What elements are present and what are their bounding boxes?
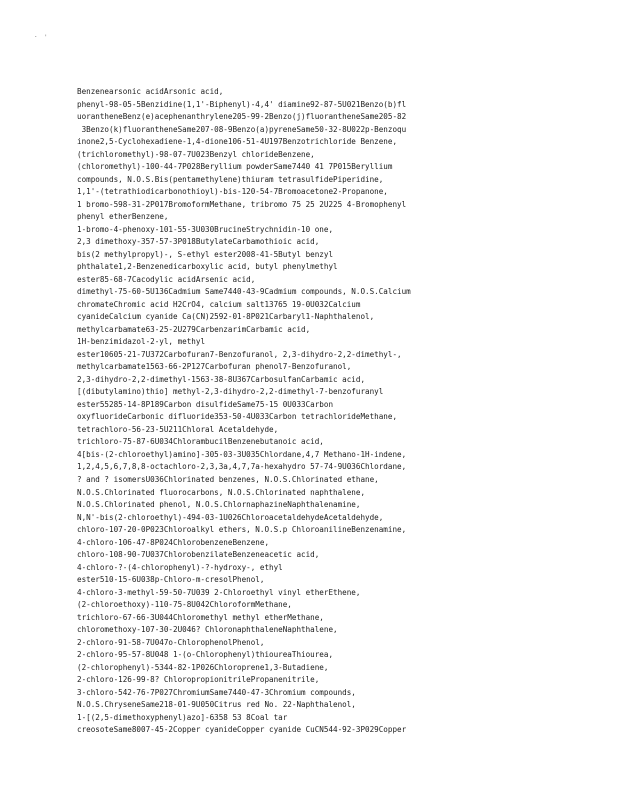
document-text-line: 3-chloro-542-76-7P027ChromiumSame7440-47-3Chromium compounds, xyxy=(77,687,356,697)
document-text-line: dimethyl-75-60-5U136Cadmium Same7440-43-9Cadmium compounds, N.O.S.Calcium xyxy=(77,287,411,297)
document-text-line: phenyl etherBenzene, xyxy=(77,212,169,222)
scan-artifact-dot: . xyxy=(34,32,38,39)
document-text-line: trichloro-75-87-6U034ChlorambucilBenzenebutanoic acid, xyxy=(77,437,324,447)
document-text-line: chloro-108-90-7U037ChlorobenzilateBenzeneacetic acid, xyxy=(77,550,320,560)
document-text-line: [(dibutylamino)thio] methyl-2,3-dihydro-2,2-dimethyl-7-benzofuranyl xyxy=(77,387,384,397)
document-text-line: 2,3-dihydro-2,2-dimethyl-1563-38-8U367CarbosulfanCarbamic acid, xyxy=(77,374,366,384)
document-text-line: 1,1'-(tetrathiodicarbonothioyl)-bis-120-54-7Bromoacetone2-Propanone, xyxy=(77,187,388,197)
document-text-line: creosoteSame8007-45-2Copper cyanideCopper cyanide CuCN544-92-3P029Copper xyxy=(77,725,407,735)
document-text-line: ester10605-21-7U372Carbofuran7-Benzofuranol, 2,3-dihydro-2,2-dimethyl-, xyxy=(77,349,402,359)
document-text-line: N.O.S.Chlorinated fluorocarbons, N.O.S.Chlorinated naphthalene, xyxy=(77,487,366,497)
document-text-line: methylcarbamate1563-66-2P127Carbofuran phenol7-Benzofuranol, xyxy=(77,362,352,372)
document-text-line: phthalate1,2-Benzenedicarboxylic acid, butyl phenylmethyl xyxy=(77,262,338,272)
chemical-list-text xyxy=(77,86,547,737)
document-text-line: N.O.S.Chlorinated phenol, N.O.S.ChlornaphazineNaphthalenamine, xyxy=(77,500,361,510)
document-text-line: chloromethoxy-107-30-2U046? ChloronaphthaleneNaphthalene, xyxy=(77,625,338,635)
document-text-line: compounds, N.O.S.Bis(pentamethylene)thiuram tetrasulfidePiperidine, xyxy=(77,174,384,184)
document-text-line: N.O.S.ChryseneSame218-01-9U050Citrus red No. 22-Naphthalenol, xyxy=(77,700,356,710)
document-text-line: (chloromethyl)-100-44-7P028Beryllium powderSame7440 41 7P015Beryllium xyxy=(77,162,393,172)
document-text-line: chromateChromic acid H2CrO4, calcium salt13765 19-0U032Calcium xyxy=(77,299,361,309)
document-text-line: (trichloromethyl)-98-07-7U023Benzyl chlorideBenzene, xyxy=(77,149,315,159)
document-text-line: 1H-benzimidazol-2-yl, methyl xyxy=(77,337,206,347)
document-text-line: 2,3 dimethoxy-357-57-3P018ButylateCarbamothioic acid, xyxy=(77,237,320,247)
document-text-line: phenyl-98-05-5Benzidine(1,1'-Biphenyl)-4,4' diamine92-87-5U021Benzo(b)fl xyxy=(77,99,407,109)
document-text-line: N,N'-bis(2-chloroethyl)-494-03-1U026ChloroacetaldehydeAcetaldehyde, xyxy=(77,512,384,522)
document-text-line: ester510-15-6U038p-Chloro-m-cresolPhenol, xyxy=(77,575,265,585)
document-text-line: 2-chloro-95-57-8U048 1-(o-Chlorophenyl)thioureaThiourea, xyxy=(77,650,334,660)
document-text-line: ester55285-14-8P189Carbon disulfideSame75-15 0U033Carbon xyxy=(77,399,334,409)
document-text-line: uorantheneBenz(e)acephenanthrylene205-99-2Benzo(j)fluorantheneSame205-82 xyxy=(77,112,407,122)
document-text-line: 2-chloro-126-99-8? ChloropropionitrilePropanenitrile, xyxy=(77,675,320,685)
document-text-line: 4[bis-(2-chloroethyl)amino]-305-03-3U035Chlordane,4,7 Methano-1H-indene, xyxy=(77,449,407,459)
document-text-line: ester85-68-7Cacodylic acidArsenic acid, xyxy=(77,274,256,284)
document-text-line: (2-chloroethoxy)-110-75-8U042ChloroformMethane, xyxy=(77,600,292,610)
document-text-line: 4-chloro-106-47-8P024ChlorobenzeneBenzene, xyxy=(77,537,270,547)
document-text-line: 4-chloro-3-methyl-59-50-7U039 2-Chloroethyl vinyl etherEthene, xyxy=(77,587,361,597)
document-text-line: inone2,5-Cyclohexadiene-1,4-dione106-51-4U197Benzotrichloride Benzene, xyxy=(77,137,398,147)
document-text-line: 1,2,4,5,6,7,8,8-octachloro-2,3,3a,4,7,7a-hexahydro 57-74-9U036Chlordane, xyxy=(77,462,407,472)
document-text-line: ? and ? isomersU036Chlorinated benzenes, N.O.S.Chlorinated ethane, xyxy=(77,474,379,484)
document-text-line: Benzenearsonic acidArsonic acid, xyxy=(77,87,224,96)
document-text-line: chloro-107-20-0P023Chloroalkyl ethers, N.O.S.p ChloroanilineBenzenamine, xyxy=(77,525,407,535)
document-text-line: tetrachloro-56-23-5U211Chloral Acetaldehyde, xyxy=(77,424,279,434)
document-text-line: bis(2 methylpropyl)-, S-ethyl ester2008-41-5Butyl benzyl xyxy=(77,249,334,259)
document-text-line: 1-[(2,5-dimethoxyphenyl)azo]-6358 53 8Coal tar xyxy=(77,712,288,722)
document-text-line: 3Benzo(k)fluorantheneSame207-08-9Benzo(a)pyreneSame50-32-8U022p-Benzoqu xyxy=(77,124,407,134)
document-text-line: methylcarbamate63-25-2U279CarbenzarimCarbamic acid, xyxy=(77,324,311,334)
document-text-line: cyanideCalcium cyanide Ca(CN)2592-01-8P021Carbaryl1-Naphthalenol, xyxy=(77,312,375,322)
document-text-line: 4-chloro-?-(4-chlorophenyl)-?-hydroxy-, ethyl xyxy=(77,562,283,572)
scan-artifact-mark: ' xyxy=(44,34,48,41)
document-text-line: trichloro-67-66-3U044Chloromethyl methyl etherMethane, xyxy=(77,612,324,622)
document-text-line: 1 bromo-598-31-2P017BromoformMethane, tribromo 75 25 2U225 4-Bromophenyl xyxy=(77,199,407,209)
document-text-line: (2-chlorophenyl)-5344-82-1P026Chloroprene1,3-Butadiene, xyxy=(77,662,329,672)
document-text-line: 1-bromo-4-phenoxy-101-55-3U030BrucineStrychnidin-10 one, xyxy=(77,224,334,234)
document-text-line: oxyfluorideCarbonic difluoride353-50-4U033Carbon tetrachlorideMethane, xyxy=(77,412,398,422)
document-text-line: 2-chloro-91-58-7U047o-ChlorophenolPhenol, xyxy=(77,637,265,647)
